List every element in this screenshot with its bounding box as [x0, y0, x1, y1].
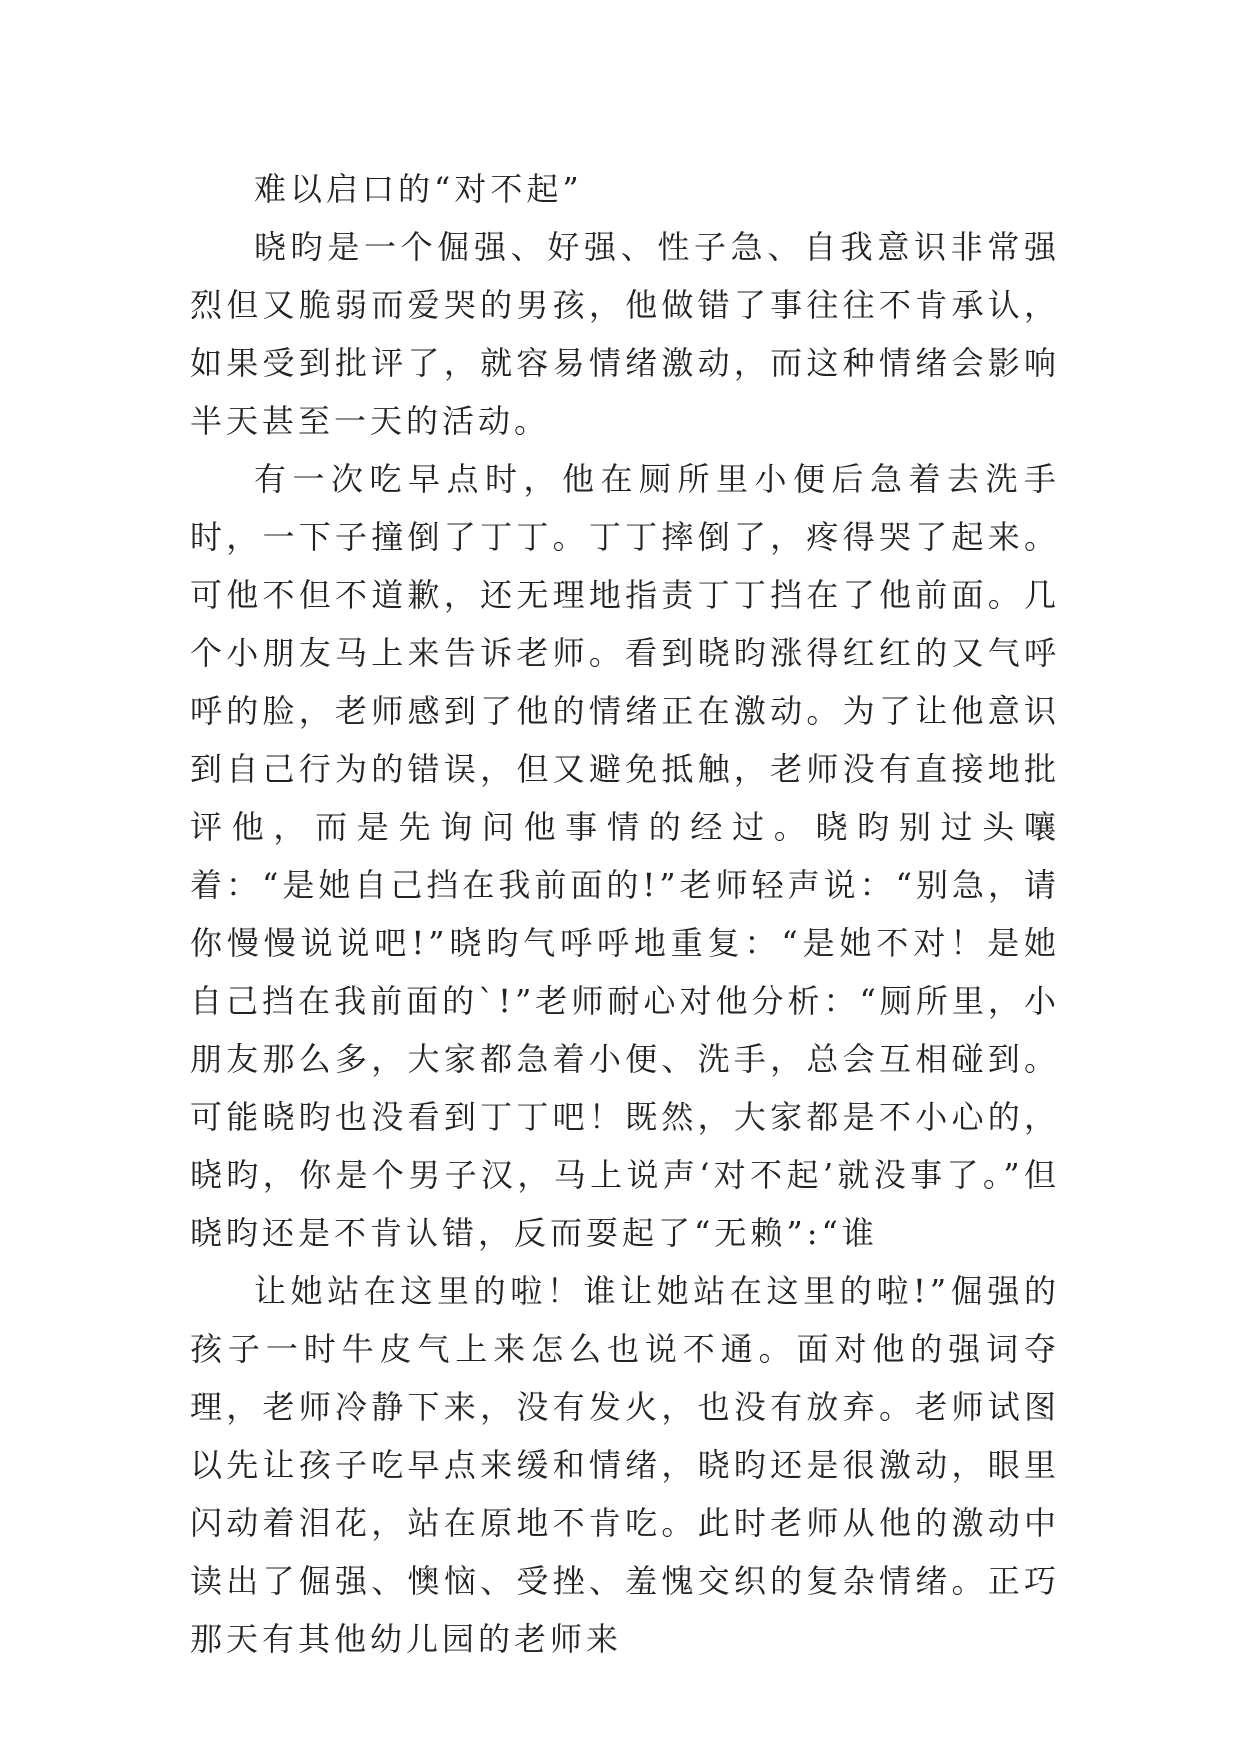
- paragraph-3: 让她站在这里的啦！谁让她站在这里的啦!”倔强的孩子一时牛皮气上来怎么也说不通。面对他的强词夺理，老师冷静下来，没有发火，也没有放弃。老师试图以先让孩子吃早点来缓和情绪，晓昀还是很激动，眼里闪动着泪花，站在原地不肯吃。此时老师从他的激动中读出了倔强、懊恼、受挫、羞愧交织的复杂情绪。正巧那天有其他幼儿园的老师来: [190, 1272, 1060, 1658]
- document-title: 难以启口的“对不起”: [254, 170, 583, 208]
- document-body: [190, 160, 1060, 1668]
- paragraph-1: 晓昀是一个倔强、好强、性子急、自我意识非常强烈但又脆弱而爱哭的男孩，他做错了事往往不肯承认，如果受到批评了，就容易情绪激动，而这种情绪会影响半天甚至一天的活动。: [190, 228, 1060, 440]
- paragraph-2: 有一次吃早点时，他在厕所里小便后急着去洗手时，一下子撞倒了丁丁。丁丁摔倒了，疼得哭了起来。可他不但不道歉，还无理地指责丁丁挡在了他前面。几个小朋友马上来告诉老师。看到晓昀涨得红红的又气呼呼的脸，老师感到了他的情绪正在激动。为了让他意识到自己行为的错误，但又避免抵触，老师没有直接地批评他，而是先询问他事情的经过。晓昀别过头嚷着：“是她自己挡在我前面的!”老师轻声说：“别急，请你慢慢说说吧!”晓昀气呼呼地重复：“是她不对！是她自己挡在我前面的`!”老师耐心对他分析：“厕所里，小朋友那么多，大家都急着小便、洗手，总会互相碰到。可能晓昀也没看到丁丁吧！既然，大家都是不小心的，晓昀，你是个男子汉，马上说声‘对不起’就没事了。”但晓昀还是不肯认错，反而耍起了“无赖”:“谁: [190, 460, 1060, 1252]
